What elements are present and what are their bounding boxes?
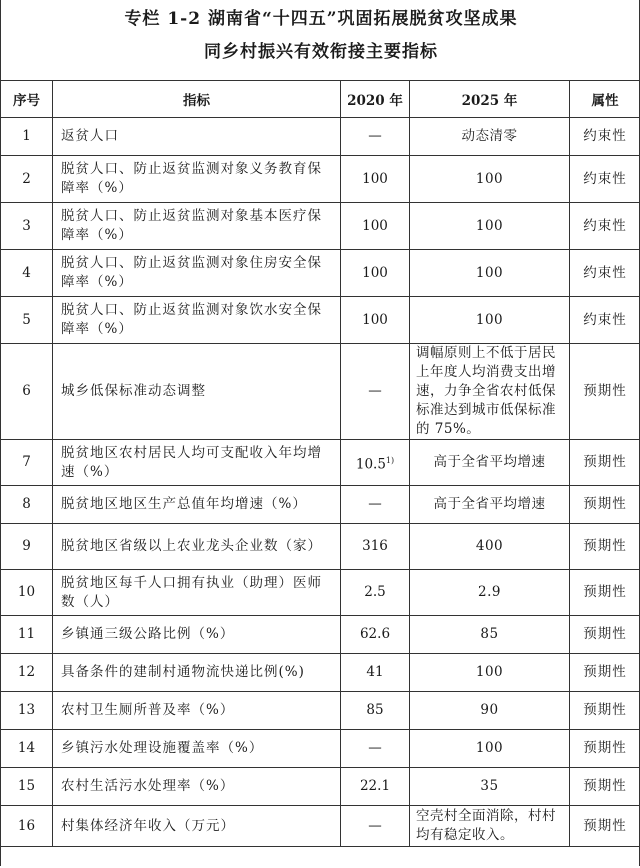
value-2025: 2.9 xyxy=(410,570,570,616)
value-2020 xyxy=(341,730,410,768)
row-number: 8 xyxy=(1,486,53,524)
table-row xyxy=(1,730,640,768)
table-row xyxy=(1,250,640,297)
indicator-name: 返贫人口 xyxy=(53,118,341,156)
table-row xyxy=(1,486,640,524)
value-2025: 调幅原则上不低于居民上年度人均消费支出增速，力争全省农村低保标准达到城市低保标准的 75%。 xyxy=(410,344,570,440)
row-number: 14 xyxy=(1,730,53,768)
attribute: 预期性 xyxy=(570,768,640,806)
indicator-name: 脱贫人口、防止返贫监测对象饮水安全保障率（%） xyxy=(53,297,341,344)
indicator-name: 城乡低保标准动态调整 xyxy=(53,344,341,440)
row-number: 3 xyxy=(1,203,53,250)
value-2020-text: 100 xyxy=(362,217,388,234)
table-row xyxy=(1,616,640,654)
value-2020-text: 41 xyxy=(366,664,384,680)
indicator-name: 具备条件的建制村通物流快递比例(%) xyxy=(53,654,341,692)
value-2020 xyxy=(341,524,410,570)
table-row xyxy=(1,203,640,250)
value-2020-text: 10.5 xyxy=(355,456,386,473)
indicator-name: 乡镇污水处理设施覆盖率（%） xyxy=(53,730,341,768)
row-number: 2 xyxy=(1,156,53,203)
row-number: 12 xyxy=(1,654,53,692)
table-row xyxy=(1,440,640,486)
indicator-name: 农村卫生厕所普及率（%） xyxy=(53,692,341,730)
attribute: 约束性 xyxy=(570,156,640,203)
attribute: 预期性 xyxy=(570,730,640,768)
value-2025: 35 xyxy=(410,768,570,806)
value-2020 xyxy=(341,768,410,806)
value-2025: 100 xyxy=(410,250,570,297)
value-2020 xyxy=(341,297,410,344)
attribute: 约束性 xyxy=(570,250,640,297)
row-number: 16 xyxy=(1,806,53,847)
table-row xyxy=(1,118,640,156)
row-number: 13 xyxy=(1,692,53,730)
row-number: 9 xyxy=(1,524,53,570)
attribute: 预期性 xyxy=(570,654,640,692)
value-2020-text: 316 xyxy=(362,538,388,554)
indicator-name: 脱贫地区地区生产总值年均增速（%） xyxy=(53,486,341,524)
attribute: 预期性 xyxy=(570,344,640,440)
value-2025: 100 xyxy=(410,203,570,250)
value-2025: 100 xyxy=(410,156,570,203)
value-2020-text: 100 xyxy=(362,170,388,187)
value-2020-text: 85 xyxy=(366,702,384,718)
table-row xyxy=(1,654,640,692)
value-2025: 90 xyxy=(410,692,570,730)
value-2020 xyxy=(341,156,410,203)
attribute: 约束性 xyxy=(570,118,640,156)
table-row xyxy=(1,297,640,344)
value-2020-text: 100 xyxy=(362,311,388,328)
value-2020-text: — xyxy=(368,740,382,756)
value-2025: 空壳村全面消除，村村均有稳定收入。 xyxy=(410,806,570,847)
row-number: 10 xyxy=(1,570,53,616)
value-2020-text: 2.5 xyxy=(364,584,386,600)
value-2025: 高于全省平均增速 xyxy=(410,440,570,486)
value-2020-text: 22.1 xyxy=(359,778,391,794)
indicator-name: 脱贫地区省级以上农业龙头企业数（家） xyxy=(53,524,341,570)
indicator-name: 乡镇通三级公路比例（%） xyxy=(53,616,341,654)
attribute: 预期性 xyxy=(570,692,640,730)
indicator-name: 脱贫地区农村居民人均可支配收入年均增速（%） xyxy=(53,440,341,486)
indicator-name: 脱贫人口、防止返贫监测对象义务教育保障率（%） xyxy=(53,156,341,203)
indicator-name: 村集体经济年收入（万元） xyxy=(53,806,341,847)
attribute: 约束性 xyxy=(570,203,640,250)
value-2025: 100 xyxy=(410,654,570,692)
row-number: 7 xyxy=(1,440,53,486)
value-2020 xyxy=(341,486,410,524)
value-2020 xyxy=(341,570,410,616)
row-number: 6 xyxy=(1,344,53,440)
value-2020 xyxy=(341,616,410,654)
value-2020-text: 100 xyxy=(362,264,388,281)
attribute: 预期性 xyxy=(570,486,640,524)
row-number: 4 xyxy=(1,250,53,297)
table-row xyxy=(1,524,640,570)
table-row xyxy=(1,806,640,847)
value-2025: 高于全省平均增速 xyxy=(410,486,570,524)
value-2020 xyxy=(341,654,410,692)
value-2025: 85 xyxy=(410,616,570,654)
value-2020-text: — xyxy=(368,817,382,834)
value-2025: 400 xyxy=(410,524,570,570)
value-2020-text: — xyxy=(368,128,382,144)
row-number: 11 xyxy=(1,616,53,654)
table-row xyxy=(1,344,640,440)
value-2020 xyxy=(341,692,410,730)
attribute: 预期性 xyxy=(570,806,640,847)
header-attribute: 属性 xyxy=(570,81,640,118)
value-2020 xyxy=(341,806,410,847)
indicator-name: 脱贫人口、防止返贫监测对象基本医疗保障率（%） xyxy=(53,203,341,250)
indicator-table xyxy=(0,80,640,847)
attribute: 约束性 xyxy=(570,297,640,344)
header-2025: 2025 年 xyxy=(410,81,570,118)
title-block xyxy=(1,0,640,80)
row-number: 5 xyxy=(1,297,53,344)
footnote-marker: 1) xyxy=(385,455,395,465)
table-row xyxy=(1,692,640,730)
value-2020-text: 62.6 xyxy=(359,626,391,642)
row-number: 1 xyxy=(1,118,53,156)
value-2025: 动态清零 xyxy=(410,118,570,156)
attribute: 预期性 xyxy=(570,616,640,654)
header-2020: 2020 年 xyxy=(341,81,410,118)
page-title: 专栏 1-2 湖南省“十四五”巩固拓展脱贫攻坚成果 xyxy=(124,9,518,29)
indicator-name: 脱贫地区每千人口拥有执业（助理）医师数（人） xyxy=(53,570,341,616)
page-subtitle: 同乡村振兴有效衔接主要指标 xyxy=(204,42,438,62)
value-2020 xyxy=(341,203,410,250)
attribute: 预期性 xyxy=(570,524,640,570)
value-2020 xyxy=(341,440,410,486)
indicator-name: 脱贫人口、防止返贫监测对象住房安全保障率（%） xyxy=(53,250,341,297)
table-row xyxy=(1,570,640,616)
attribute: 预期性 xyxy=(570,440,640,486)
table-row xyxy=(1,768,640,806)
value-2020-text: — xyxy=(368,496,382,512)
value-2020 xyxy=(341,344,410,440)
header-indicator: 指标 xyxy=(53,81,341,118)
value-2025: 100 xyxy=(410,297,570,344)
value-2020 xyxy=(341,250,410,297)
value-2020-text: — xyxy=(368,383,382,399)
value-2020 xyxy=(341,118,410,156)
value-2025: 100 xyxy=(410,730,570,768)
table-row xyxy=(1,156,640,203)
table-header-row xyxy=(1,81,640,118)
header-no: 序号 xyxy=(1,81,53,118)
row-number: 15 xyxy=(1,768,53,806)
indicator-name: 农村生活污水处理率（%） xyxy=(53,768,341,806)
attribute: 预期性 xyxy=(570,570,640,616)
